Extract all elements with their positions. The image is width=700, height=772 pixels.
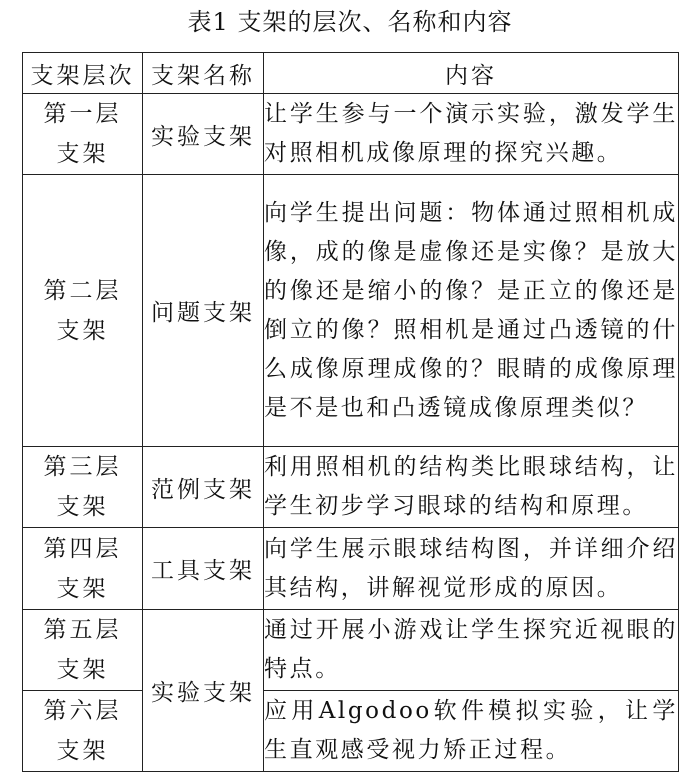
table-row <box>23 528 679 610</box>
level-label: 第四层 <box>43 535 122 562</box>
level-label: 支架 <box>56 494 109 520</box>
level-cell <box>23 610 143 691</box>
level-label: 支架 <box>56 317 109 344</box>
level-label: 第二层 <box>43 277 122 304</box>
level-cell <box>23 175 143 447</box>
table-row <box>23 447 679 528</box>
level-label: 第五层 <box>43 617 122 643</box>
level-cell <box>23 691 143 772</box>
table-row <box>23 175 679 447</box>
content-cell: 应用Algodoo软件模拟实验，让学生直观感受视力矫正过程。 <box>264 691 679 772</box>
scaffold-table <box>22 52 679 772</box>
table-row <box>23 610 679 691</box>
level-label: 第六层 <box>43 698 122 724</box>
scaffold-name-cell: 问题支架 <box>143 175 264 447</box>
content-cell: 向学生展示眼球结构图，并详细介绍其结构，讲解视觉形成的原因。 <box>264 528 679 610</box>
table-row <box>23 691 679 772</box>
header-row <box>23 53 679 94</box>
level-cell <box>23 447 143 528</box>
level-label: 支架 <box>56 657 109 683</box>
scaffold-name-cell: 实验支架 <box>143 610 264 772</box>
header-name: 支架名称 <box>143 53 264 94</box>
scaffold-name-cell: 工具支架 <box>143 528 264 610</box>
table-caption: 表1 支架的层次、名称和内容 <box>187 8 513 36</box>
content-cell: 让学生参与一个演示实验，激发学生对照相机成像原理的探究兴趣。 <box>264 94 679 175</box>
level-cell <box>23 94 143 175</box>
level-label: 第一层 <box>43 101 122 127</box>
table-row <box>23 94 679 175</box>
level-label: 支架 <box>56 575 109 602</box>
header-level: 支架层次 <box>23 53 143 94</box>
level-cell <box>23 528 143 610</box>
scaffold-name-cell: 范例支架 <box>143 447 264 528</box>
content-cell: 向学生提出问题：物体通过照相机成像，成的像是虚像还是实像？是放大的像还是缩小的像？是正立的像还是倒立的像？照相机是通过凸透镜的什么成像原理成像的？眼睛的成像原理是不是也和凸透镜成像原理类似？ <box>264 175 679 447</box>
level-label: 支架 <box>56 738 109 764</box>
content-cell: 利用照相机的结构类比眼球结构，让学生初步学习眼球的结构和原理。 <box>264 447 679 528</box>
level-label: 支架 <box>56 141 109 167</box>
content-cell: 通过开展小游戏让学生探究近视眼的特点。 <box>264 610 679 691</box>
scaffold-name-cell: 实验支架 <box>143 94 264 175</box>
level-label: 第三层 <box>43 454 122 480</box>
header-content: 内容 <box>264 53 679 94</box>
